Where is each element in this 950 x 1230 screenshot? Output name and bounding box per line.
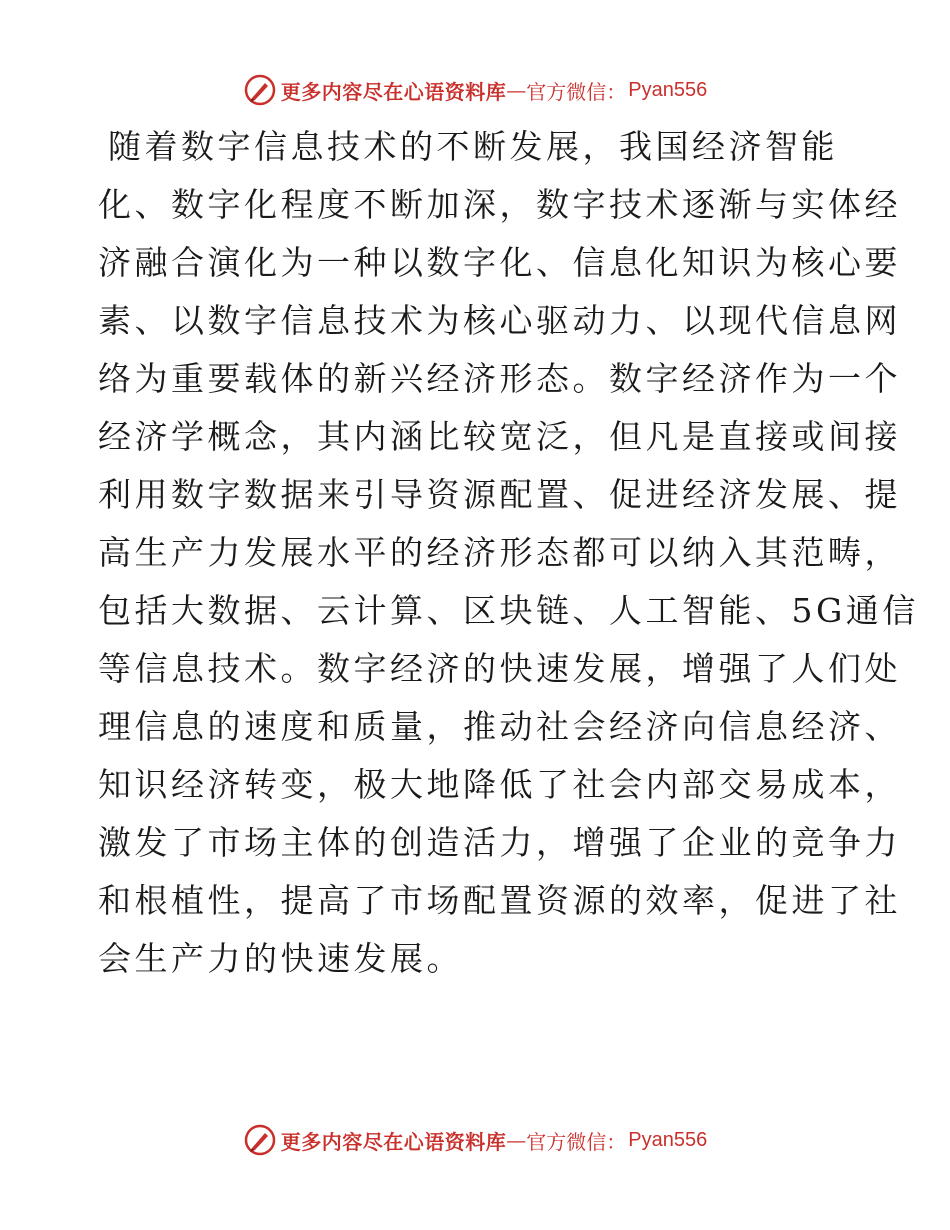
- body-line: 济融合演化为一种以数字化、信息化知识为核心要: [98, 243, 901, 282]
- body-line: 利用数字数据来引导资源配置、促进经济发展、提: [98, 475, 901, 514]
- footer-wechat-id: Pyan556: [628, 1128, 708, 1151]
- header-wechat-id: Pyan556: [628, 78, 708, 101]
- body-line: 等信息技术。数字经济的快速发展，增强了人们处: [98, 649, 901, 688]
- body-line: 激发了市场主体的创造活力，增强了企业的竞争力: [98, 823, 901, 862]
- body-line: 理信息的速度和质量，推动社会经济向信息经济、: [98, 707, 901, 746]
- header-brand: 更多内容尽在心语资料库: [280, 79, 507, 104]
- body-line: 知识经济转变，极大地降低了社会内部交易成本，: [98, 765, 901, 804]
- body-line: 高生产力发展水平的经济形态都可以纳入其范畴，: [98, 533, 901, 572]
- body-line: 络为重要载体的新兴经济形态。数字经济作为一个: [98, 359, 901, 398]
- footer-brand: 更多内容尽在心语资料库: [280, 1129, 507, 1154]
- footer-separator: —: [506, 1128, 527, 1152]
- body-line: 会生产力的快速发展。: [98, 939, 463, 978]
- footer-wechat-label: 官方微信：: [526, 1129, 627, 1154]
- body-line: 包括大数据、云计算、区块链、人工智能、5G通信: [98, 591, 919, 630]
- header-banner: [0, 70, 950, 110]
- pen-circle-icon: [243, 1123, 277, 1157]
- footer-banner: [0, 1120, 950, 1160]
- body-line: 和根植性，提高了市场配置资源的效率，促进了社: [98, 881, 901, 920]
- body-line: 经济学概念，其内涵比较宽泛，但凡是直接或间接: [98, 417, 901, 456]
- body-line: 随着数字信息技术的不断发展，我国经济智能: [108, 127, 838, 166]
- header-separator: —: [506, 78, 527, 102]
- body-paragraph: [98, 118, 919, 988]
- header-wechat-label: 官方微信：: [526, 79, 627, 104]
- pen-circle-icon: [243, 73, 277, 107]
- body-line: 化、数字化程度不断加深，数字技术逐渐与实体经: [98, 185, 901, 224]
- body-line: 素、以数字信息技术为核心驱动力、以现代信息网: [98, 301, 901, 340]
